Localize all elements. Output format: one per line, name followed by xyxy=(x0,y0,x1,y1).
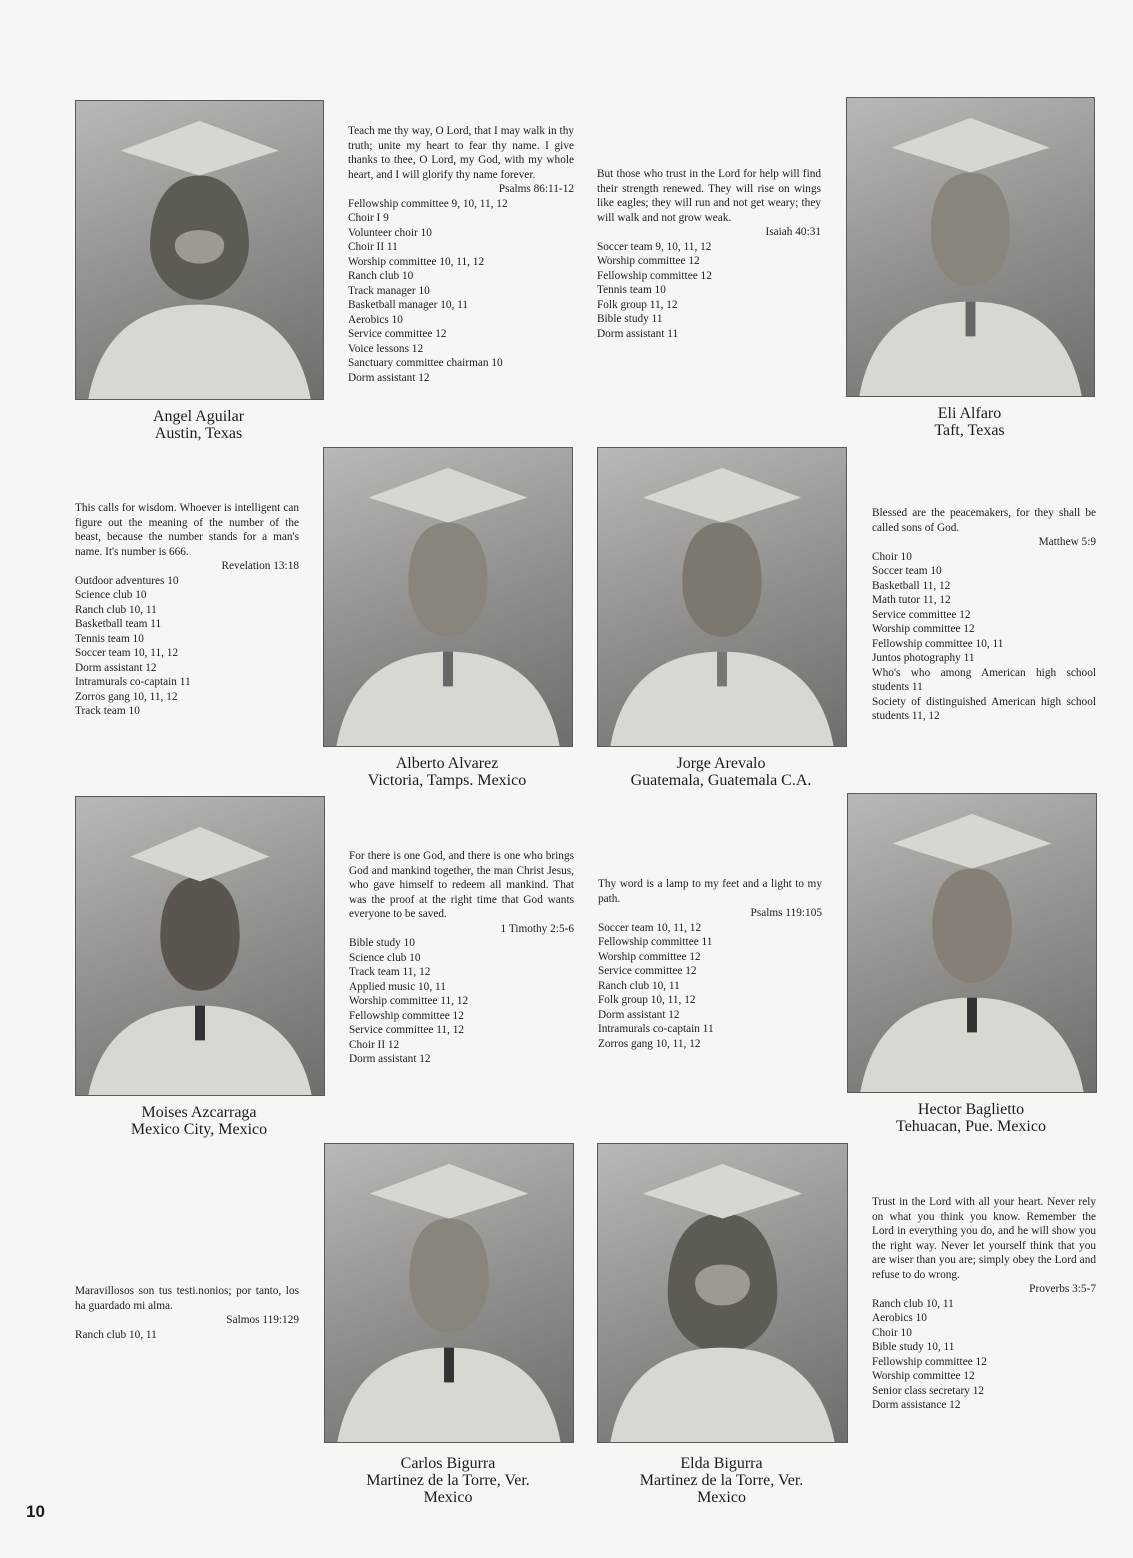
student-hometown: Mexico City, Mexico xyxy=(130,1121,268,1138)
student-hometown: Taft, Texas xyxy=(934,422,1005,439)
student-hometown: Austin, Texas xyxy=(154,425,243,442)
student-hometown: Guatemala, Guatemala C.A. xyxy=(630,772,812,789)
student-name: Jorge Arevalo xyxy=(676,755,766,772)
student-blurb xyxy=(598,877,822,1051)
scripture-verse: But those who trust in the Lord for help will find their strength renewed. They will rise on wings like eagles; they will run and not get weary; they will walk and not grow weak. xyxy=(597,168,821,224)
activity-item: Dorm assistant 12 xyxy=(349,1053,431,1065)
student-name-block xyxy=(75,1104,323,1138)
activity-item: Math tutor 11, 12 xyxy=(872,594,951,606)
activity-item: Science club 10 xyxy=(75,589,147,601)
scripture-reference: Psalms 86:11-12 xyxy=(498,183,574,195)
student-name-block xyxy=(75,408,322,442)
activity-item: Basketball manager 10, 11 xyxy=(348,299,469,311)
activities-list xyxy=(872,1297,1096,1413)
activity-item: Bible study 10 xyxy=(349,937,415,949)
portrait-moises-azcarraga xyxy=(75,796,325,1096)
student-hometown: Victoria, Tamps. Mexico xyxy=(367,772,527,789)
activities-list xyxy=(349,936,574,1067)
activity-item: Volunteer choir 10 xyxy=(348,226,432,239)
scripture-reference: Isaiah 40:31 xyxy=(765,226,821,238)
student-country: Mexico xyxy=(423,1489,473,1506)
student-name-block xyxy=(597,1455,846,1506)
activities-list xyxy=(598,921,822,1052)
portrait-eli-alfaro xyxy=(846,97,1095,397)
activity-item: Ranch club 10 xyxy=(348,270,414,282)
student-name: Elda Bigurra xyxy=(680,1455,763,1472)
activity-item: Choir I 9 xyxy=(348,212,389,224)
activity-item: Track team 11, 12 xyxy=(349,966,431,978)
student-name-block xyxy=(324,1455,572,1506)
student-blurb xyxy=(348,124,574,385)
activity-item: Choir 10 xyxy=(872,1326,912,1339)
activity-item: Dorm assistant 12 xyxy=(348,371,430,384)
activity-item: Intramurals co-captain 11 xyxy=(598,1023,714,1035)
activity-item: Soccer team 10, 11, 12 xyxy=(598,921,702,934)
activity-item: Society of distinguished American high school students 11, 12 xyxy=(872,695,1096,722)
student-blurb xyxy=(872,506,1096,724)
activities-list xyxy=(75,574,299,719)
activity-item: Service committee 12 xyxy=(598,965,697,977)
scripture-reference: Proverbs 3:5-7 xyxy=(1029,1283,1096,1295)
activity-item: Science club 10 xyxy=(349,951,421,964)
activity-item: Sanctuary committee chairman 10 xyxy=(348,357,503,369)
activity-item: Basketball 11, 12 xyxy=(872,579,951,592)
student-name-block xyxy=(323,755,571,789)
student-name: Alberto Alvarez xyxy=(395,755,499,772)
activity-item: Dorm assistant 12 xyxy=(75,661,157,674)
activities-list xyxy=(597,240,821,342)
activity-item: Fellowship committee 9, 10, 11, 12 xyxy=(348,197,508,210)
activity-item: Zorros gang 10, 11, 12 xyxy=(598,1037,701,1050)
portrait-alberto-alvarez xyxy=(323,447,573,747)
page-number: 10 xyxy=(26,1502,45,1521)
activity-item: Senior class secretary 12 xyxy=(872,1384,984,1397)
activity-item: Juntos photography 11 xyxy=(872,652,975,664)
activity-item: Choir II 11 xyxy=(348,241,398,253)
activity-item: Track team 10 xyxy=(75,705,140,717)
activity-item: Worship committee 11, 12 xyxy=(349,995,469,1007)
portrait-elda-bigurra xyxy=(597,1143,848,1443)
scripture-verse: Blessed are the peacemakers, for they shall be called sons of God. xyxy=(872,507,1096,534)
activities-list xyxy=(872,550,1096,724)
portrait-angel-aguilar xyxy=(75,100,324,400)
scripture-reference: 1 Timothy 2:5-6 xyxy=(500,922,574,935)
student-name: Hector Baglietto xyxy=(917,1101,1025,1118)
activity-item: Soccer team 10, 11, 12 xyxy=(75,647,179,659)
activity-item: Service committee 12 xyxy=(348,328,447,340)
activity-item: Bible study 11 xyxy=(597,313,663,325)
student-name: Eli Alfaro xyxy=(937,405,1002,422)
activity-item: Ranch club 10, 11 xyxy=(75,603,157,616)
activity-item: Worship committee 12 xyxy=(597,255,700,267)
activity-item: Aerobics 10 xyxy=(872,1312,927,1324)
scripture-reference: Salmos 119:129 xyxy=(226,1314,299,1326)
student-blurb xyxy=(75,1284,299,1342)
scripture-verse: For there is one God, and there is one who brings God and mankind together, the man Christ Jesus, who gave himself to redeem all mankind. That was the proof at the right time that God wants everyone to be saved. xyxy=(349,850,574,920)
scripture-verse: Teach me thy way, O Lord, that I may walk in thy truth; unite my heart to fear thy name. I give thanks to thee, O Lord, my God, with my whole heart, and I will glorify thy name forever. xyxy=(348,125,574,181)
activity-item: Basketball team 11 xyxy=(75,618,162,630)
activity-item: Folk group 10, 11, 12 xyxy=(598,994,696,1006)
activity-item: Outdoor adventures 10 xyxy=(75,574,179,587)
student-name: Carlos Bigurra xyxy=(400,1455,496,1472)
activity-item: Ranch club 10, 11 xyxy=(872,1297,954,1310)
activity-item: Worship committee 10, 11, 12 xyxy=(348,255,485,268)
activity-item: Intramurals co-captain 11 xyxy=(75,676,191,688)
activity-item: Bible study 10, 11 xyxy=(872,1341,955,1353)
activity-item: Fellowship committee 10, 11 xyxy=(872,637,1004,650)
activity-item: Soccer team 9, 10, 11, 12 xyxy=(597,240,712,253)
scripture-verse: Thy word is a lamp to my feet and a light to my path. xyxy=(598,878,822,905)
scripture-reference: Revelation 13:18 xyxy=(221,560,299,572)
activity-item: Worship committee 12 xyxy=(598,950,701,963)
activity-item: Choir II 12 xyxy=(349,1038,400,1051)
student-blurb xyxy=(349,849,574,1067)
activities-list xyxy=(348,197,574,386)
activity-item: Fellowship committee 12 xyxy=(349,1009,464,1022)
student-hometown: Martinez de la Torre, Ver. xyxy=(639,1472,804,1489)
activity-item: Dorm assistant 11 xyxy=(597,327,679,340)
activity-item: Voice lessons 12 xyxy=(348,342,424,355)
student-blurb xyxy=(75,501,299,719)
activity-item: Service committee 11, 12 xyxy=(349,1024,465,1036)
student-name-block xyxy=(847,1101,1095,1135)
activity-item: Fellowship committee 11 xyxy=(598,936,713,948)
student-blurb xyxy=(872,1195,1096,1413)
activity-item: Track manager 10 xyxy=(348,284,430,297)
portrait-carlos-bigurra xyxy=(324,1143,574,1443)
activity-item: Dorm assistant 12 xyxy=(598,1008,680,1021)
activity-item: Soccer team 10 xyxy=(872,565,942,577)
activity-item: Fellowship committee 12 xyxy=(872,1355,987,1368)
activity-item: Tennis team 10 xyxy=(75,632,144,645)
student-name-block xyxy=(597,755,845,789)
activity-item: Who's who among American high school students 11 xyxy=(872,666,1096,693)
activity-item: Tennis team 10 xyxy=(597,284,666,296)
portrait-hector-baglietto xyxy=(847,793,1097,1093)
activity-item: Dorm assistance 12 xyxy=(872,1399,961,1411)
activity-item: Zorros gang 10, 11, 12 xyxy=(75,690,178,703)
scripture-reference: Matthew 5:9 xyxy=(1038,536,1096,548)
student-country: Mexico xyxy=(697,1489,746,1506)
activity-item: Choir 10 xyxy=(872,550,912,563)
activity-item: Worship committee 12 xyxy=(872,1370,975,1382)
student-hometown: Martinez de la Torre, Ver. xyxy=(366,1472,530,1489)
activity-item: Applied music 10, 11 xyxy=(349,980,446,993)
scripture-verse: Maravillosos son tus testi.nonios; por tanto, los ha guardado mi alma. xyxy=(75,1285,299,1312)
scripture-reference: Psalms 119:105 xyxy=(750,907,822,919)
student-name: Moises Azcarraga xyxy=(141,1104,257,1121)
activity-item: Ranch club 10, 11 xyxy=(75,1328,157,1341)
student-name: Angel Aguilar xyxy=(152,408,245,425)
activity-item: Folk group 11, 12 xyxy=(597,298,678,311)
activity-item: Ranch club 10, 11 xyxy=(598,979,680,992)
student-blurb xyxy=(597,167,821,341)
activity-item: Worship committee 12 xyxy=(872,623,975,635)
student-hometown: Tehuacan, Pue. Mexico xyxy=(896,1118,1046,1135)
scripture-verse: This calls for wisdom. Whoever is intelligent can figure out the meaning of the number of the beast, because the number stands for a man's name. It's number is 666. xyxy=(75,502,299,558)
activity-item: Service committee 12 xyxy=(872,608,971,621)
scripture-verse: Trust in the Lord with all your heart. Never rely on what you think you know. Remember the Lord in everything you do, and he will show you the right way. Never let yourself think that you are wiser than you are; simply obey the Lord and refuse to do wrong. xyxy=(872,1196,1096,1281)
activity-item: Aerobics 10 xyxy=(348,313,403,326)
student-name-block xyxy=(846,405,1093,439)
portrait-jorge-arevalo xyxy=(597,447,847,747)
activities-list xyxy=(75,1328,299,1343)
activity-item: Fellowship committee 12 xyxy=(597,269,712,282)
